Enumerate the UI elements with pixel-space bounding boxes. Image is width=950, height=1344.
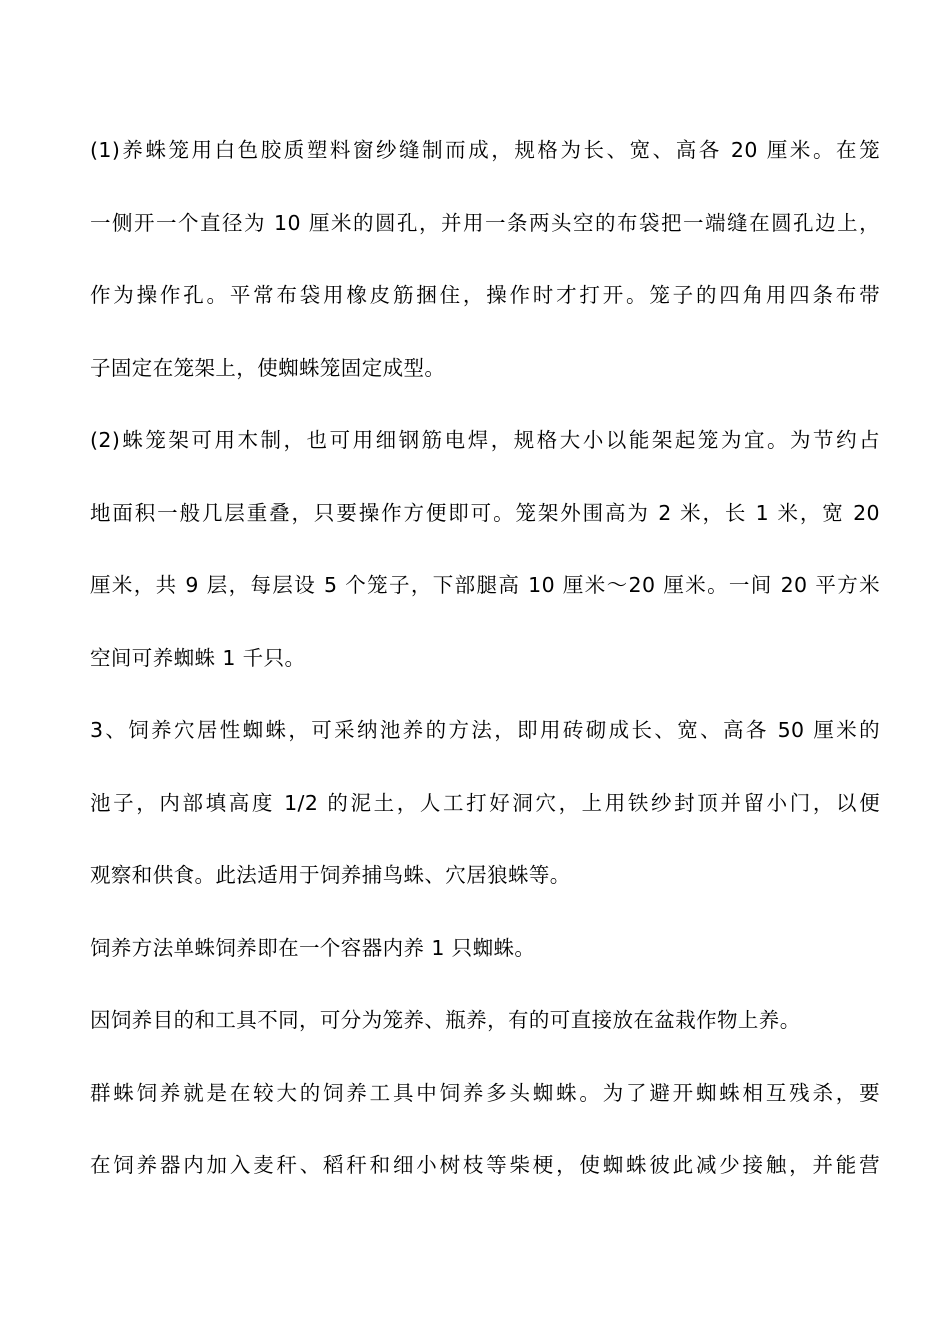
- text-line: 厘米，共 9 层，每层设 5 个笼子，下部腿高 10 厘米～20 厘米。一间 20 平方米: [90, 573, 880, 597]
- text-line: 地面积一般几层重叠，只要操作方便即可。笼架外围高为 2 米，长 1 米，宽 20: [90, 500, 880, 525]
- paragraph-rearing-types: [90, 998, 880, 1071]
- text-line: 池子，内部填高度 1/2 的泥土，人工打好洞穴，上用铁纱封顶并留小门，以便: [90, 790, 880, 815]
- text-line: 空间可养蜘蛛 1 千只。: [90, 645, 306, 670]
- text-line: 子固定在笼架上，使蜘蛛笼固定成型。: [90, 355, 446, 380]
- text-line: (2)蛛笼架可用木制，也可用细钢筋电焊，规格大小以能架起笼为宜。为节约占: [90, 428, 880, 452]
- text-line: 作为操作孔。平常布袋用橡皮筋捆住，操作时才打开。笼子的四角用四条布带: [90, 283, 880, 307]
- text-line: 3、饲养穴居性蜘蛛，可采纳池养的方法，即用砖砌成长、宽、高各 50 厘米的: [90, 718, 880, 742]
- text-line: 观察和供食。此法适用于饲养捕鸟蛛、穴居狼蛛等。: [90, 863, 571, 887]
- text-line: (1)养蛛笼用白色胶质塑料窗纱缝制而成，规格为长、宽、高各 20 厘米。在笼: [90, 138, 880, 162]
- paragraph-cage-rack: [90, 418, 880, 708]
- text-line: 在饲养器内加入麦秆、稻秆和细小树枝等柴梗，使蜘蛛彼此减少接触，并能营: [90, 1153, 880, 1177]
- text-line: 一侧开一个直径为 10 厘米的圆孔，并用一条两头空的布袋把一端缝在圆孔边上，: [90, 210, 880, 235]
- paragraph-pond-rearing: [90, 708, 880, 926]
- paragraph-single-rearing: [90, 926, 880, 999]
- document-body: [90, 128, 880, 1216]
- text-line: 因饲养目的和工具不同，可分为笼养、瓶养，有的可直接放在盆栽作物上养。: [90, 1008, 801, 1032]
- text-line: 群蛛饲养就是在较大的饲养工具中饲养多头蜘蛛。为了避开蜘蛛相互残杀，要: [90, 1080, 880, 1105]
- paragraph-group-rearing: [90, 1071, 880, 1216]
- paragraph-cage: [90, 128, 880, 418]
- text-line: 饲养方法单蛛饲养即在一个容器内养 1 只蜘蛛。: [90, 935, 536, 960]
